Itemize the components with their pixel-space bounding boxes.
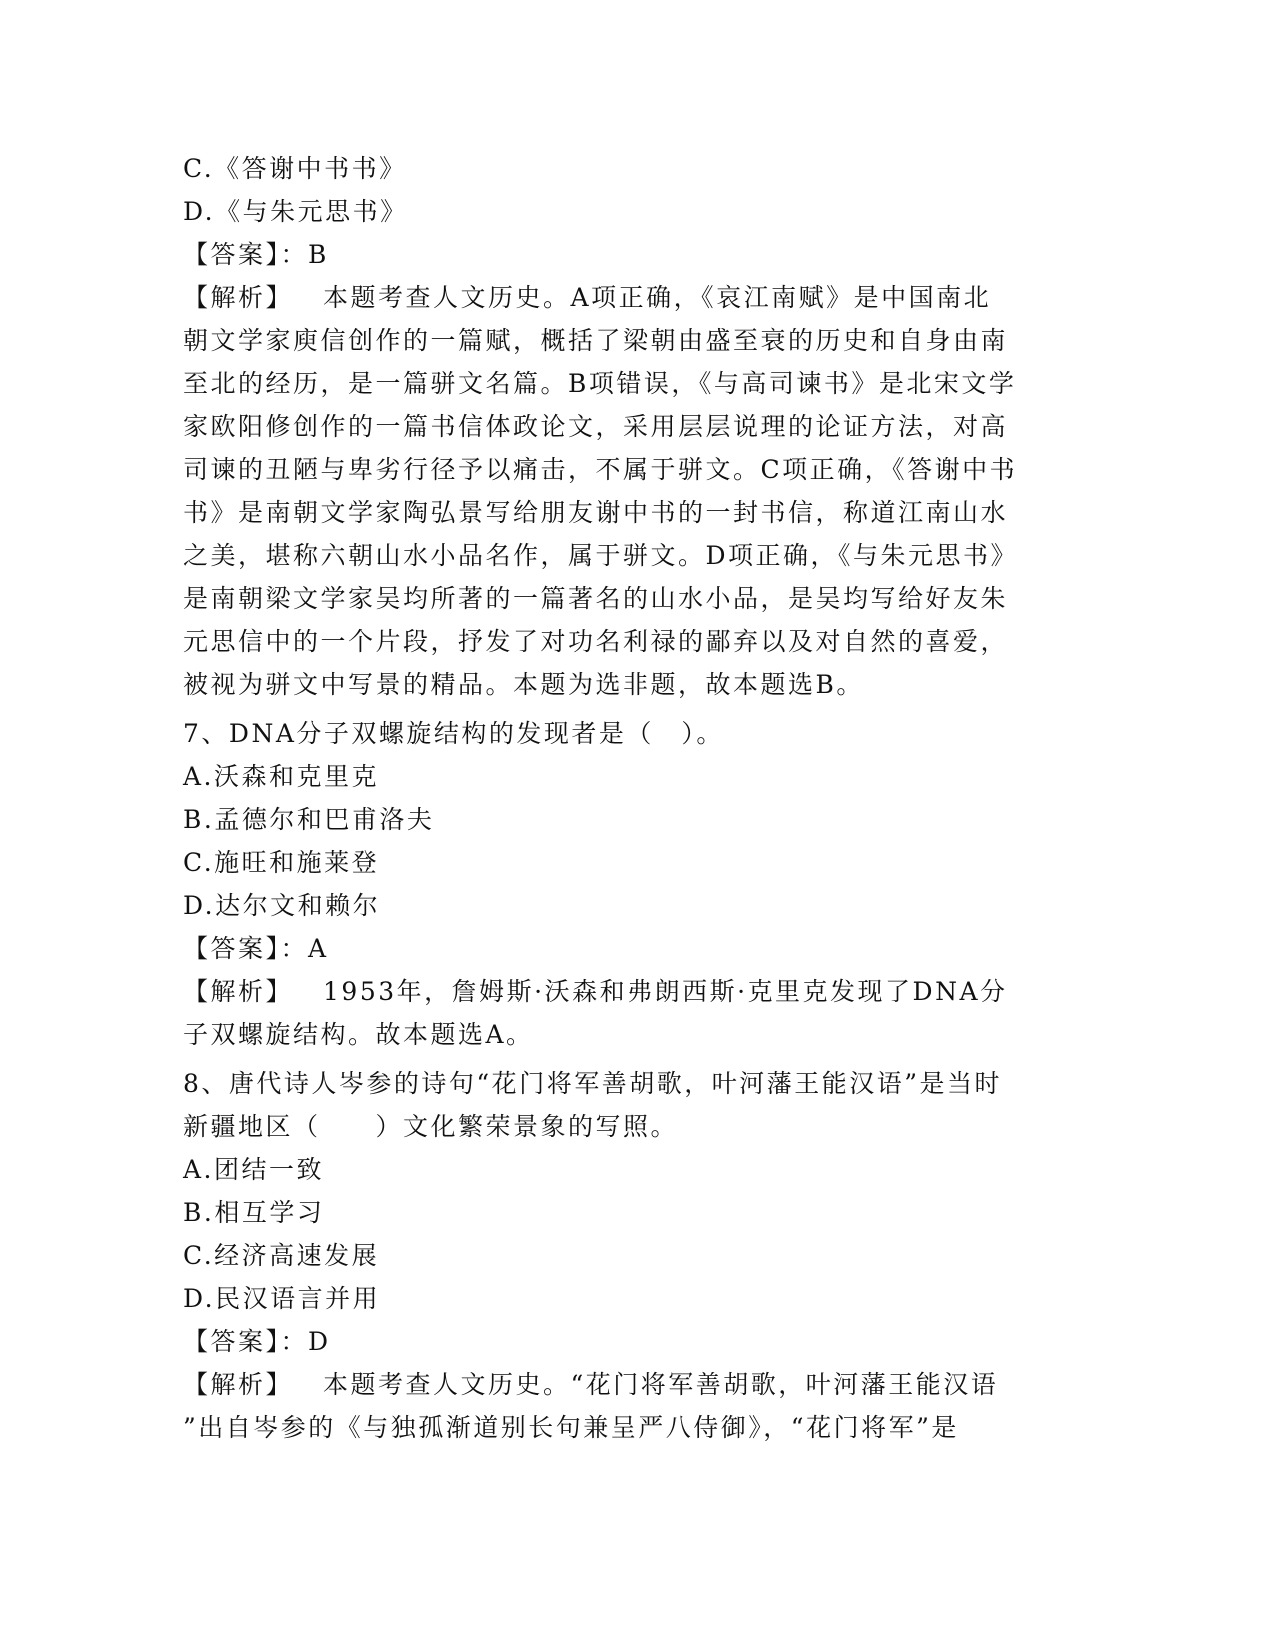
analysis-line: 家欧阳修创作的一篇书信体政论文，采用层层说理的论证方法，对高 [183, 412, 1009, 441]
option-c: C.经济高速发展 [183, 1241, 380, 1270]
option-b: B.孟德尔和巴甫洛夫 [183, 805, 435, 834]
analysis-line: 子双螺旋结构。故本题选A。 [183, 1020, 534, 1049]
analysis-label: 【解析】 [183, 1370, 294, 1399]
analysis-line: 之美，堪称六朝山水小品名作，属于骈文。D项正确，《与朱元思书》 [183, 541, 1019, 570]
analysis-line: ”出自岑参的《与独孤渐道别长句兼呈严八侍御》，“花门将军”是 [183, 1413, 959, 1442]
analysis-line: 是南朝梁文学家吴均所著的一篇著名的山水小品，是吴均写给好友朱 [183, 584, 1009, 613]
analysis-line: 至北的经历，是一篇骈文名篇。B项错误，《与高司谏书》是北宋文学 [183, 369, 1017, 398]
answer-line [183, 1320, 1083, 1363]
analysis-text: 本题考查人文历史。A项正确，《哀江南赋》是中国南北 [323, 283, 992, 312]
analysis-line [183, 276, 1083, 319]
analysis-text: 本题考查人文历史。“花门将军善胡歌，叶河藩王能汉语 [323, 1370, 999, 1399]
analysis-text: 1953年，詹姆斯·沃森和弗朗西斯·克里克发现了DNA分 [323, 977, 1008, 1006]
analysis-label: 【解析】 [183, 977, 294, 1006]
analysis-line: 元思信中的一个片段，抒发了对功名利禄的鄙弃以及对自然的喜爱， [183, 627, 1009, 656]
answer-line [183, 233, 1083, 276]
option-b: B.相互学习 [183, 1198, 325, 1227]
analysis-line: 被视为骈文中写景的精品。本题为选非题，故本题选B。 [183, 670, 864, 699]
answer-line [183, 927, 1083, 970]
option-c: C.《答谢中书书》 [183, 154, 407, 183]
answer-label: 【答案】 [183, 934, 281, 963]
analysis-line [183, 1363, 1083, 1406]
option-d: D.达尔文和赖尔 [183, 891, 381, 920]
answer-value: ：A [280, 934, 329, 963]
option-d: D.民汉语言并用 [183, 1284, 381, 1313]
analysis-line [183, 970, 1083, 1013]
question-text: 7、DNA分子双螺旋结构的发现者是（ ）。 [183, 719, 724, 748]
analysis-line: 书》是南朝文学家陶弘景写给朋友谢中书的一封书信，称道江南山水 [183, 498, 1009, 527]
option-a: A.团结一致 [183, 1155, 325, 1184]
answer-label: 【答案】 [183, 1327, 281, 1356]
analysis-line: 司谏的丑陋与卑劣行径予以痛击，不属于骈文。C项正确，《答谢中书 [183, 455, 1018, 484]
analysis-label: 【解析】 [183, 283, 294, 312]
answer-value: ：B [280, 240, 329, 269]
document-page [183, 147, 1083, 1449]
answer-value: ：D [280, 1327, 331, 1356]
question-7 [183, 712, 1083, 1056]
question-6-tail [183, 147, 1083, 706]
option-a: A.沃森和克里克 [183, 762, 380, 791]
answer-label: 【答案】 [183, 240, 281, 269]
question-text: 8、唐代诗人岑参的诗句“花门将军善胡歌，叶河藩王能汉语”是当时 [183, 1069, 1002, 1098]
option-c: C.施旺和施莱登 [183, 848, 380, 877]
option-d: D.《与朱元思书》 [183, 197, 408, 226]
question-text: 新疆地区（ ）文化繁荣景象的写照。 [183, 1112, 679, 1141]
question-8 [183, 1062, 1083, 1449]
analysis-line: 朝文学家庾信创作的一篇赋，概括了梁朝由盛至衰的历史和自身由南 [183, 326, 1009, 355]
